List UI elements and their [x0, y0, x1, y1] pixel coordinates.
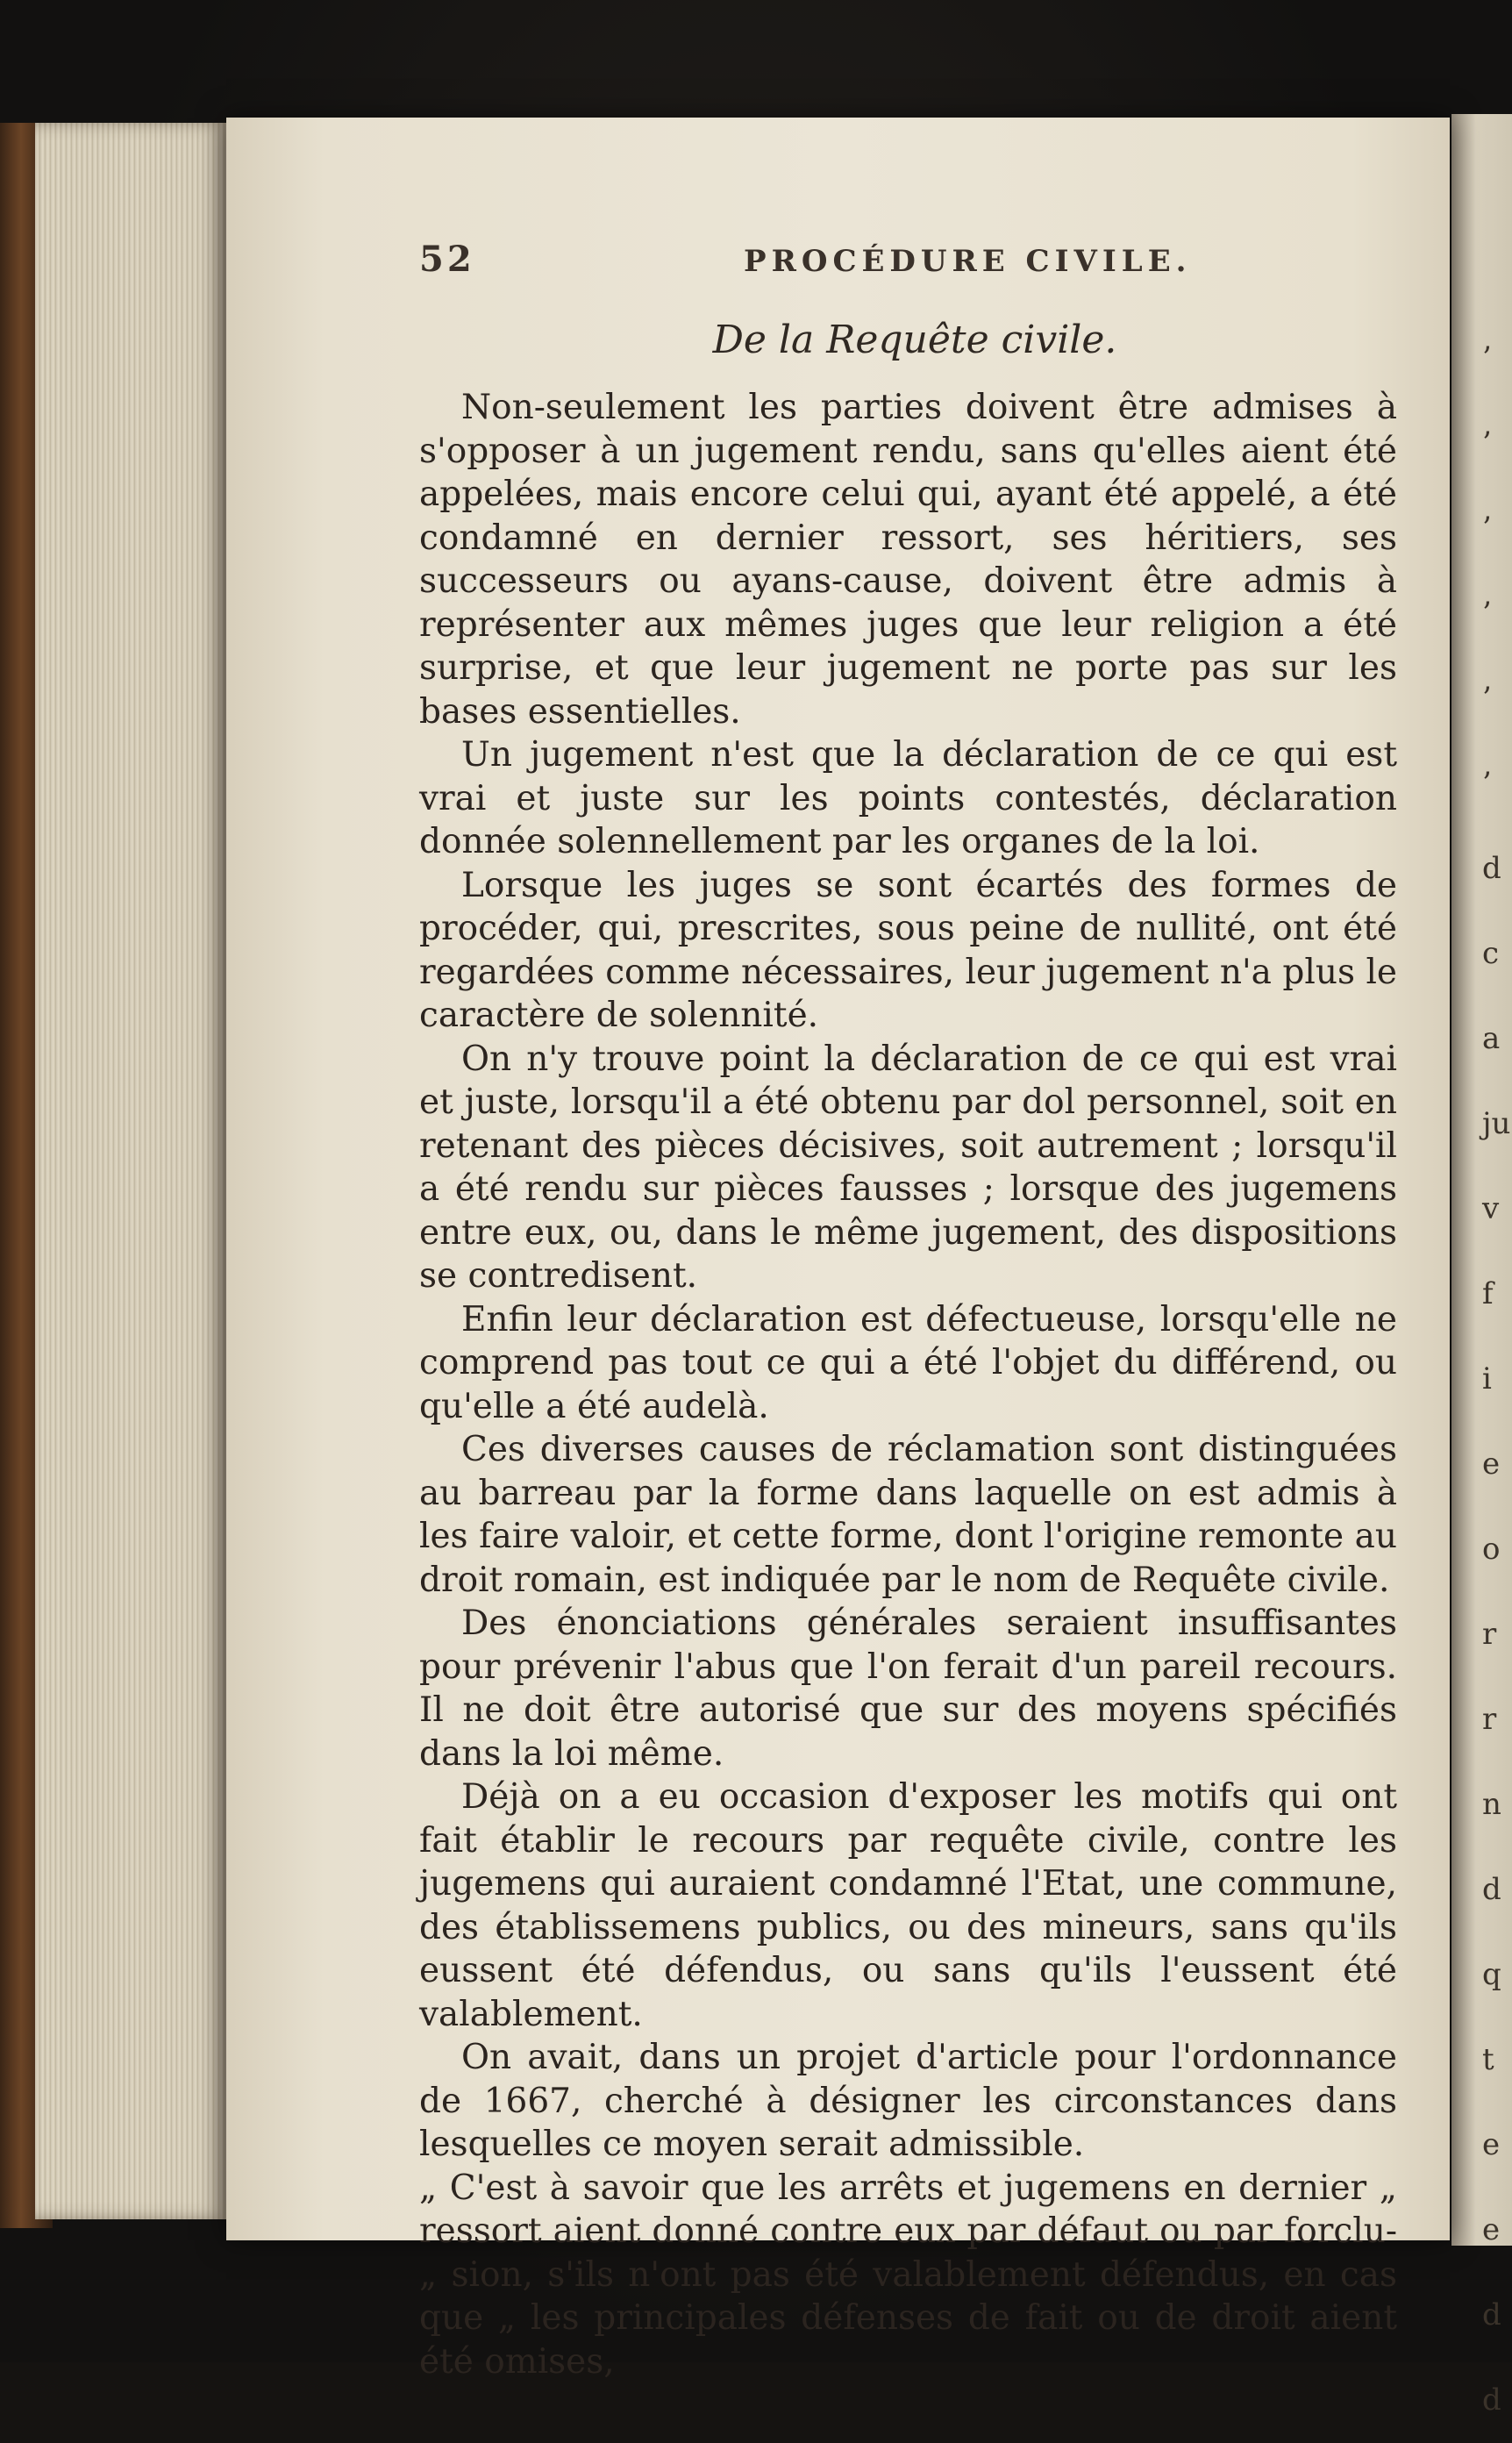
paragraph: Déjà on a eu occasion d'exposer les motifs qui ont fait établir le recours par requête civile, contre les jugemens qui auraient condamné l'Etat, une commune, des établissemens publics, ou des mineurs, sans qu'ils eussent été défendus, ou sans qu'ils l'eussent été valablement. [419, 1777, 1397, 2034]
paragraph: On avait, dans un projet d'article pour l'ordonnance de 1667, cherché à désigner les circonstances dans lesquelles ce moyen serait admissible. [419, 2038, 1397, 2164]
paragraph: Non-seulement les parties doivent être admises à s'opposer à un jugement rendu, sans qu'elles aient été appelées, mais encore celui qui, ayant été appelé, a été condamné en dernier ressort, ses héritiers, ses successeurs ou ayans-cause, doivent être admis à représenter aux mêmes juges que leur religion a été surprise, et que leur jugement ne porte pas sur les bases essentielles. [419, 388, 1397, 732]
running-title: PROCÉDURE CIVILE. [744, 244, 1192, 279]
paragraph: Un jugement n'est que la déclaration de ce qui est vrai et juste sur les points contestés, déclaration donnée solennellement par les organes de la loi. [419, 735, 1397, 861]
page-stack-edge [35, 123, 228, 2219]
section-title: De la Requête civile. [712, 318, 1117, 362]
page-number: 52 [419, 239, 475, 280]
paragraph: Enfin leur déclaration est défectueuse, lorsqu'elle ne comprend pas tout ce qui a été l'objet du différend, ou qu'elle a été audelà. [419, 1299, 1397, 1426]
paragraph: Ces diverses causes de réclamation sont distinguées au barreau par la forme dans laquelle on est admis à les faire valoir, et cette forme, dont l'origine remonte au droit romain, est indiquée par le nom de Requête civile. [419, 1430, 1397, 1600]
body-text [419, 386, 1397, 2383]
paragraph: On n'y trouve point la déclaration de ce qui est vrai et juste, lorsqu'il a été obtenu par dol personnel, soit en retenant des pièces décisives, soit autrement ; lorsqu'il a été rendu sur pièces fausses ; lorsque des jugemens entre eux, ou, dans le même jugement, des dispositions se contredisent. [419, 1039, 1397, 1296]
quoted-paragraph: „ C'est à savoir que les arrêts et jugemens en dernier „ ressort aient donné contre eux par défaut ou par forclu- „ sion, s'ils n'ont pas été valablement défendus, en cas que „ les principales défenses de fait ou de droit aient été omises, [419, 2168, 1397, 2382]
paragraph: Lorsque les juges se sont écartés des formes de procéder, qui, prescrites, sous peine de nullité, ont été regardées comme nécessaires, leur jugement n'a plus le caractère de solennité. [419, 865, 1397, 1035]
paragraph: Des énonciations générales seraient insuffisantes pour prévenir l'abus que l'on ferait d'un pareil recours. Il ne doit être autorisé que sur des moyens spécifiés dans la loi même. [419, 1604, 1397, 1774]
facing-page-glyphs: ’ ’ ’ ’ ’ ’ d c a ju v f i e o r r n d q t e e d d [1482, 340, 1511, 2418]
page-header [419, 239, 1296, 282]
